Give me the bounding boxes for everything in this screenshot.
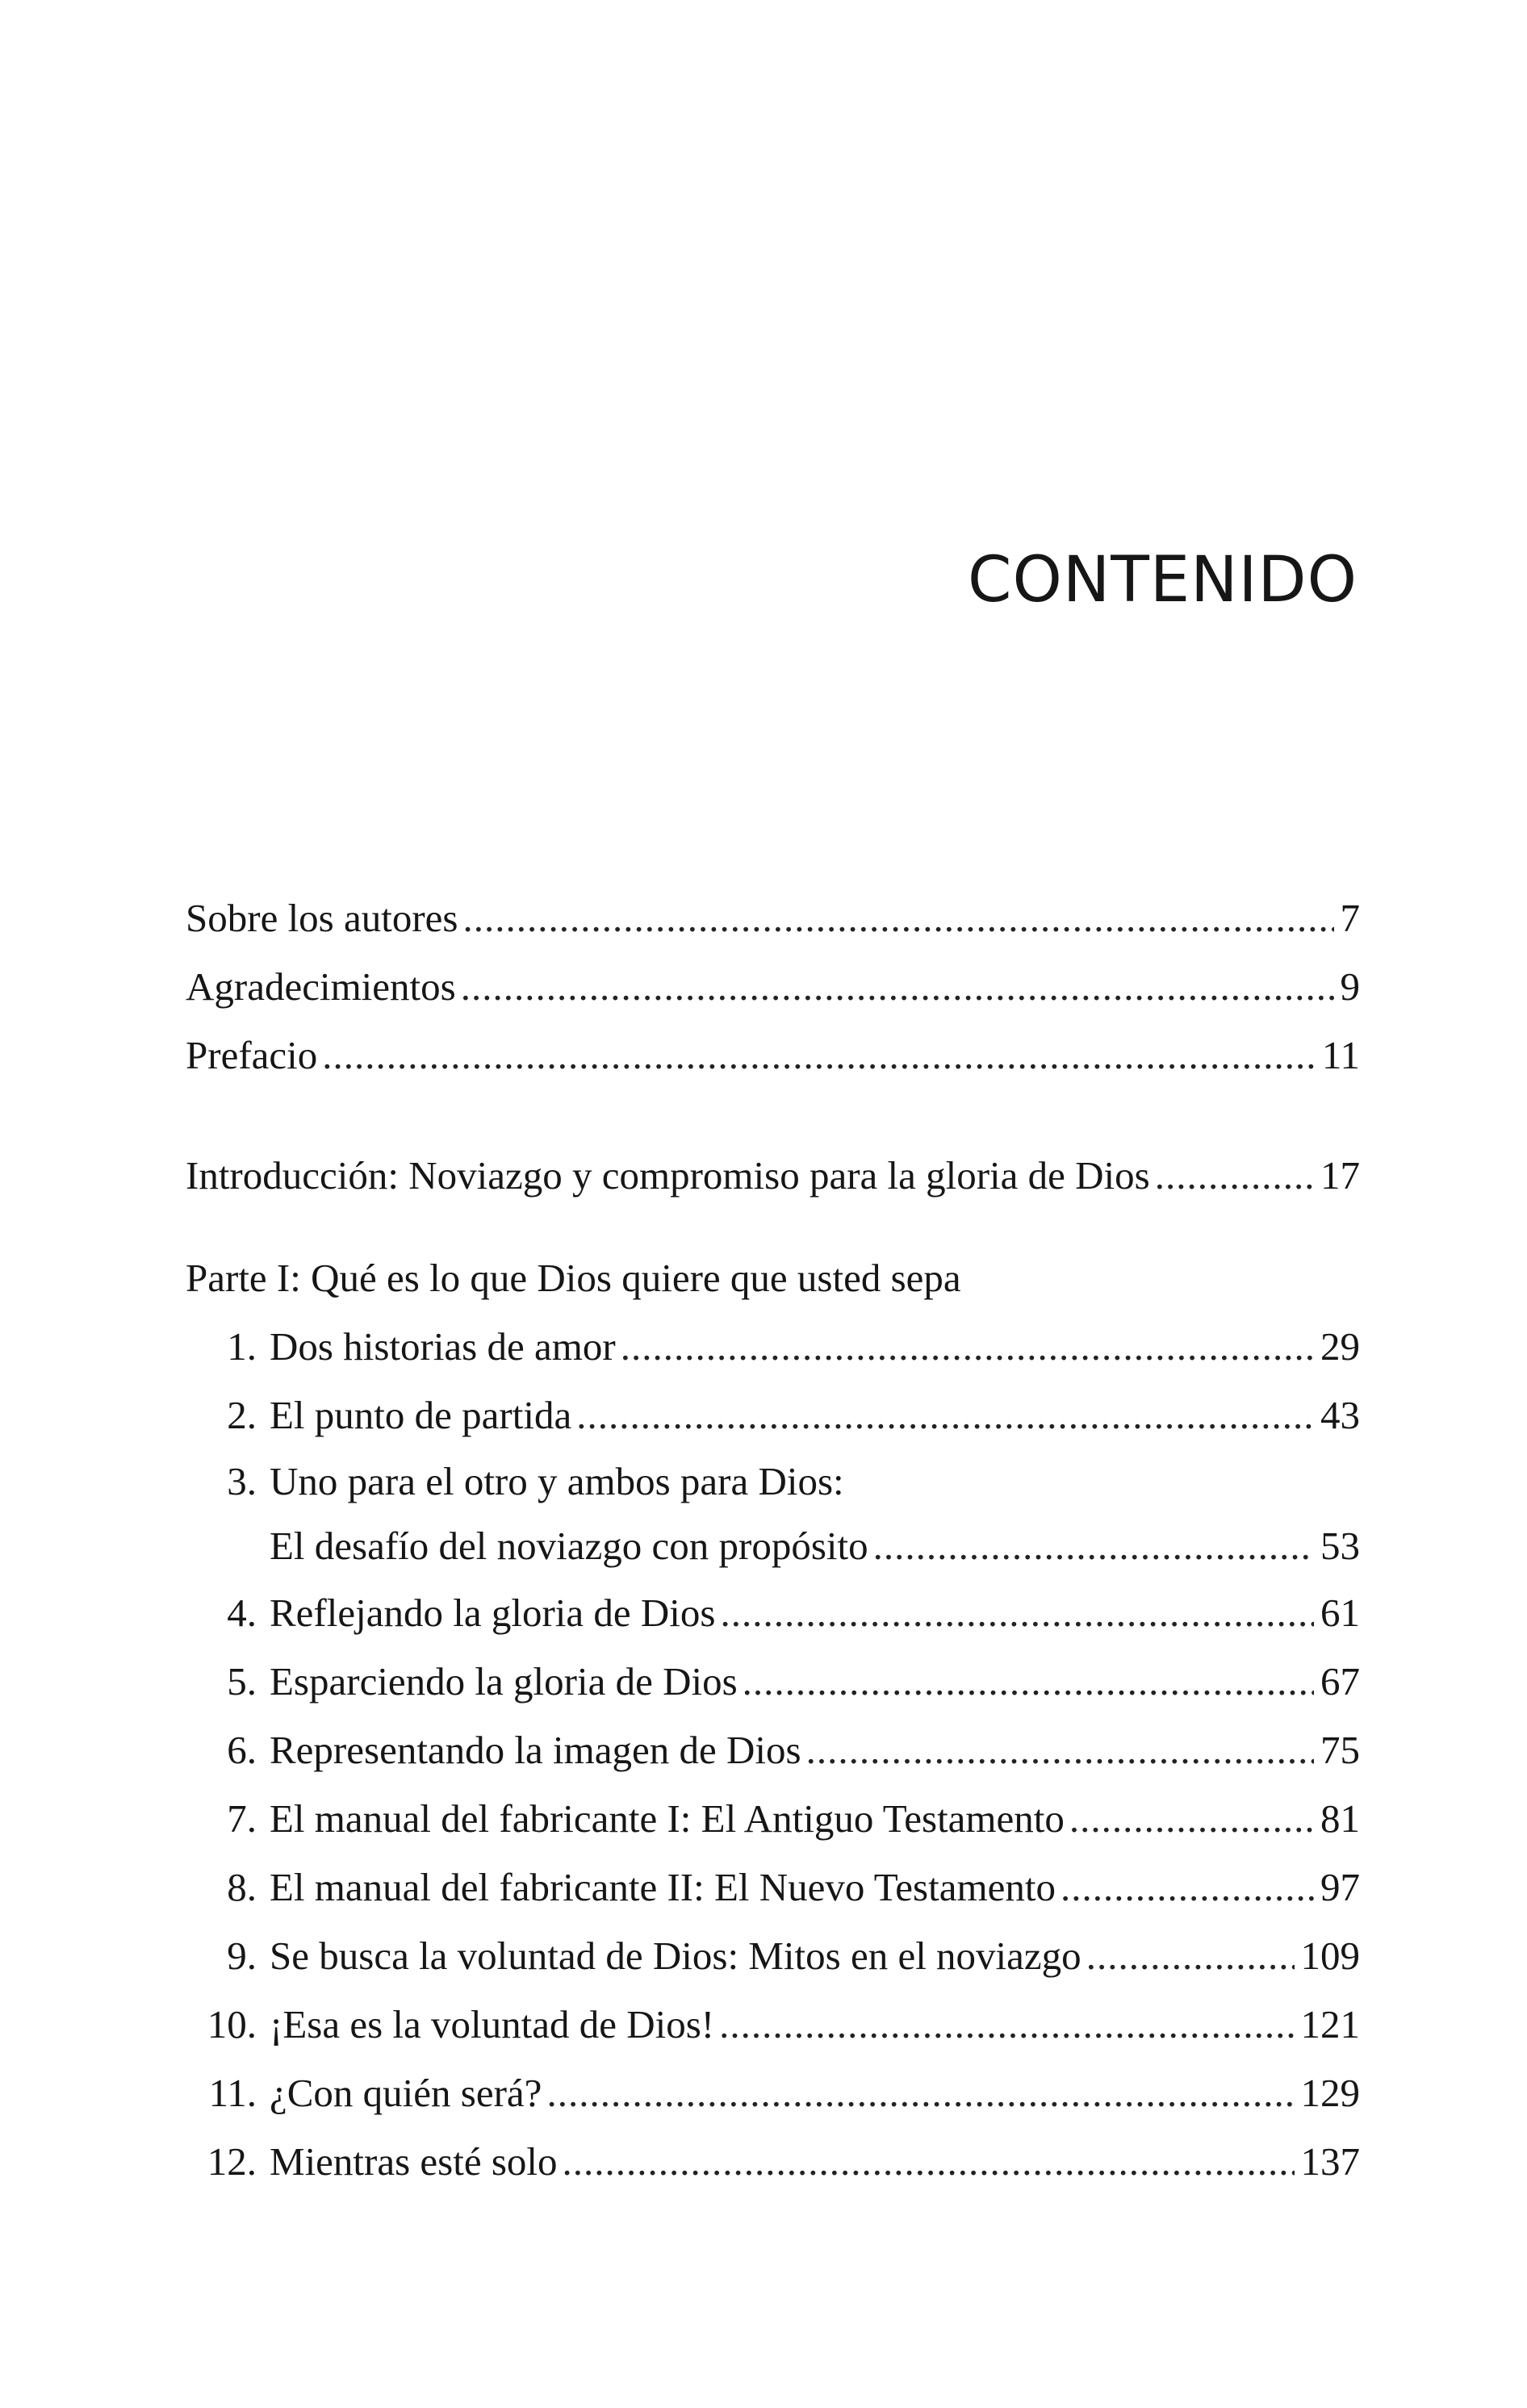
toc-page-number: 67	[1320, 1659, 1360, 1704]
toc-chapter-3-continuation[interactable]	[186, 1514, 1360, 1578]
toc-entry-label: Dos historias de amor	[270, 1324, 616, 1369]
toc-entry-label: Prefacio	[186, 1033, 318, 1077]
dot-leader	[1155, 1141, 1314, 1210]
dot-leader	[743, 1647, 1314, 1716]
toc-entry-label: ¿Con quién será?	[270, 2071, 542, 2115]
dot-leader	[576, 1381, 1314, 1449]
toc-page-number: 81	[1320, 1796, 1360, 1841]
toc-chapter-5[interactable]	[186, 1647, 1360, 1716]
dot-leader	[461, 952, 1334, 1021]
toc-chapter-10[interactable]	[186, 1990, 1360, 2059]
toc-page-number: 9	[1340, 964, 1360, 1009]
dot-leader	[463, 884, 1334, 952]
chapter-number: 2.	[227, 1393, 257, 1437]
chapter-number: 8.	[227, 1865, 257, 1909]
toc-page-number: 97	[1320, 1865, 1360, 1909]
toc-entry-introduccion[interactable]	[186, 1141, 1360, 1210]
dot-leader	[563, 2127, 1295, 2196]
chapter-number: 1.	[227, 1324, 257, 1369]
toc-chapter-3[interactable]	[186, 1449, 1360, 1514]
toc-chapter-6[interactable]	[186, 1716, 1360, 1784]
dot-leader	[720, 1578, 1314, 1647]
dot-leader	[806, 1716, 1314, 1784]
toc-page-number: 109	[1300, 1934, 1360, 1978]
page-title: CONTENIDO	[968, 544, 1358, 617]
toc-entry-agradecimientos[interactable]	[186, 952, 1360, 1021]
toc-chapter-8[interactable]	[186, 1853, 1360, 1921]
part-heading-label: Parte I: Qué es lo que Dios quiere que usted sepa	[186, 1256, 961, 1300]
toc-page-number: 61	[1320, 1591, 1360, 1635]
toc-page-number: 11	[1321, 1033, 1360, 1077]
toc-entry-sobre-los-autores[interactable]	[186, 884, 1360, 952]
dot-leader	[546, 2059, 1294, 2127]
dot-leader	[1086, 1921, 1295, 1990]
toc-page-number: 43	[1320, 1393, 1360, 1437]
toc-page-number: 121	[1300, 2002, 1360, 2046]
toc-page-number: 29	[1320, 1324, 1360, 1369]
dot-leader	[322, 1021, 1316, 1089]
toc-page-number: 17	[1320, 1153, 1360, 1198]
toc-entry-label: El manual del fabricante II: El Nuevo Testamento	[270, 1865, 1056, 1909]
toc-chapter-2[interactable]	[186, 1381, 1360, 1449]
toc-page-number: 53	[1320, 1524, 1360, 1568]
dot-leader	[1069, 1784, 1314, 1853]
toc-entry-label: Uno para el otro y ambos para Dios:	[270, 1459, 844, 1503]
toc-page-number: 7	[1340, 896, 1360, 940]
toc-chapter-4[interactable]	[186, 1578, 1360, 1647]
toc-chapter-12[interactable]	[186, 2127, 1360, 2196]
toc-page-number: 75	[1320, 1728, 1360, 1772]
dot-leader	[621, 1312, 1314, 1381]
toc-entry-label: Se busca la voluntad de Dios: Mitos en el noviazgo	[270, 1934, 1081, 1978]
toc-entry-label: Agradecimientos	[186, 964, 456, 1009]
dot-leader	[873, 1514, 1314, 1578]
dot-leader	[719, 1990, 1294, 2059]
toc-entry-label: ¡Esa es la voluntad de Dios!	[270, 2002, 715, 2046]
table-of-contents	[186, 884, 1360, 2196]
toc-entry-label: El punto de partida	[270, 1393, 572, 1437]
toc-entry-label-continuation: El desafío del noviazgo con propósito	[270, 1524, 868, 1568]
toc-page-number: 129	[1300, 2071, 1360, 2115]
chapter-number: 11.	[208, 2071, 257, 2115]
dot-leader	[1061, 1853, 1314, 1921]
toc-chapter-7[interactable]	[186, 1784, 1360, 1853]
toc-chapter-9[interactable]	[186, 1921, 1360, 1990]
chapter-number: 6.	[227, 1728, 257, 1772]
toc-entry-prefacio[interactable]	[186, 1021, 1360, 1089]
toc-entry-label: Introducción: Noviazgo y compromiso para la gloria de Dios	[186, 1153, 1150, 1198]
chapter-number: 10.	[207, 2002, 257, 2046]
toc-entry-label: Mientras esté solo	[270, 2139, 558, 2184]
part-heading	[186, 1244, 1360, 1312]
chapter-number: 5.	[227, 1659, 257, 1704]
toc-entry-label: Esparciendo la gloria de Dios	[270, 1659, 738, 1704]
chapter-number: 9.	[227, 1934, 257, 1978]
toc-chapter-1[interactable]	[186, 1312, 1360, 1381]
toc-chapter-11[interactable]	[186, 2059, 1360, 2127]
toc-entry-label: Representando la imagen de Dios	[270, 1728, 801, 1772]
chapter-number: 3.	[227, 1459, 257, 1503]
toc-entry-label: El manual del fabricante I: El Antiguo Testamento	[270, 1796, 1065, 1841]
chapter-number: 7.	[227, 1796, 257, 1841]
toc-entry-label: Sobre los autores	[186, 896, 458, 940]
toc-page-number: 137	[1300, 2139, 1360, 2184]
chapter-number: 4.	[227, 1591, 257, 1635]
toc-entry-label: Reflejando la gloria de Dios	[270, 1591, 716, 1635]
chapter-number: 12.	[207, 2139, 257, 2184]
